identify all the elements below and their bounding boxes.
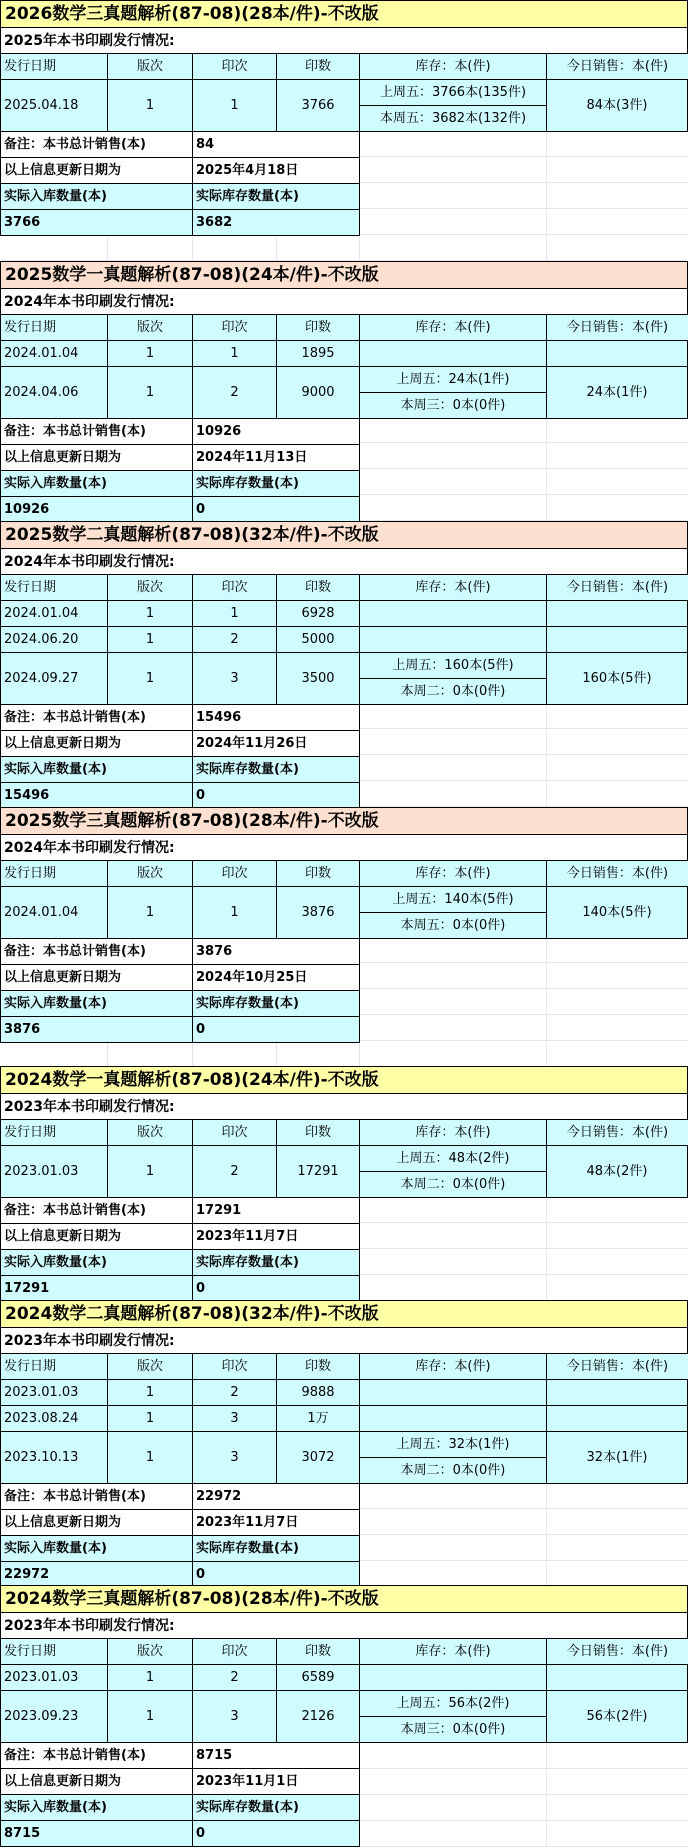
updated-label: 以上信息更新日期为 bbox=[0, 1509, 193, 1536]
updated-label: 以上信息更新日期为 bbox=[0, 964, 193, 991]
cell-date: 2023.01.03 bbox=[0, 1379, 108, 1406]
cell-sales bbox=[546, 340, 688, 367]
header-sales: 今日销售：本(件) bbox=[546, 574, 688, 601]
cell-printing: 3 bbox=[192, 1690, 277, 1743]
cell-stock-now: 本周三：0本(0件) bbox=[359, 392, 547, 419]
stockqty-label: 实际库存数量(本) bbox=[192, 1249, 360, 1276]
header-stock: 库存：本(件) bbox=[359, 1353, 547, 1380]
cell-printing: 2 bbox=[192, 366, 277, 419]
header-stock: 库存：本(件) bbox=[359, 314, 547, 341]
section-intro: 2023年本书印刷发行情况: bbox=[0, 1093, 688, 1120]
header-date: 发行日期 bbox=[0, 1119, 108, 1146]
cell-edition: 1 bbox=[107, 340, 193, 367]
inbound-label: 实际入库数量(本) bbox=[0, 990, 193, 1017]
cell-sales: 48本(2件) bbox=[546, 1145, 688, 1198]
header-sales: 今日销售：本(件) bbox=[546, 53, 688, 80]
cell-date: 2024.04.06 bbox=[0, 366, 108, 419]
header-date: 发行日期 bbox=[0, 1353, 108, 1380]
header-stock: 库存：本(件) bbox=[359, 53, 547, 80]
cell-edition: 1 bbox=[107, 366, 193, 419]
cell-stock-now: 本周三：0本(0件) bbox=[359, 1716, 547, 1743]
section-title: 2026数学三真题解析(87-08)(28本/件)-不改版 bbox=[0, 0, 688, 28]
header-edition: 版次 bbox=[107, 1119, 193, 1146]
header-stock: 库存：本(件) bbox=[359, 574, 547, 601]
cell-date: 2024.01.04 bbox=[0, 600, 108, 627]
cell-date: 2024.01.04 bbox=[0, 340, 108, 367]
cell-sales: 160本(5件) bbox=[546, 652, 688, 705]
cell-date: 2024.09.27 bbox=[0, 652, 108, 705]
stockqty-value: 0 bbox=[192, 1016, 360, 1043]
cell-copies: 2126 bbox=[276, 1690, 360, 1743]
header-printing: 印次 bbox=[192, 53, 277, 80]
inbound-value: 17291 bbox=[0, 1275, 193, 1302]
section-title: 2025数学二真题解析(87-08)(32本/件)-不改版 bbox=[0, 521, 688, 549]
section-title: 2024数学二真题解析(87-08)(32本/件)-不改版 bbox=[0, 1300, 688, 1328]
cell-stock-now: 本周二：0本(0件) bbox=[359, 678, 547, 705]
cell-copies: 3072 bbox=[276, 1431, 360, 1484]
cell-stock-now: 本周二：0本(0件) bbox=[359, 1171, 547, 1198]
stockqty-label: 实际库存数量(本) bbox=[192, 1794, 360, 1821]
updated-label: 以上信息更新日期为 bbox=[0, 1223, 193, 1250]
total-value: 17291 bbox=[192, 1197, 360, 1224]
section-title: 2025数学三真题解析(87-08)(28本/件)-不改版 bbox=[0, 807, 688, 835]
header-printing: 印次 bbox=[192, 1119, 277, 1146]
inbound-value: 8715 bbox=[0, 1820, 193, 1847]
header-printing: 印次 bbox=[192, 314, 277, 341]
cell-edition: 1 bbox=[107, 79, 193, 132]
cell-printing: 2 bbox=[192, 626, 277, 653]
inbound-label: 实际入库数量(本) bbox=[0, 1794, 193, 1821]
cell-sales: 84本(3件) bbox=[546, 79, 688, 132]
cell-copies: 6589 bbox=[276, 1664, 360, 1691]
cell-stock bbox=[359, 1405, 547, 1432]
cell-date: 2024.01.04 bbox=[0, 886, 108, 939]
section-intro: 2025年本书印刷发行情况: bbox=[0, 27, 688, 54]
inbound-value: 15496 bbox=[0, 782, 193, 809]
cell-date: 2023.09.23 bbox=[0, 1690, 108, 1743]
updated-value: 2024年11月13日 bbox=[192, 444, 360, 471]
inbound-value: 3766 bbox=[0, 209, 193, 236]
total-label: 备注：本书总计销售(本) bbox=[0, 704, 193, 731]
header-stock: 库存：本(件) bbox=[359, 1119, 547, 1146]
total-label: 备注：本书总计销售(本) bbox=[0, 938, 193, 965]
header-stock: 库存：本(件) bbox=[359, 860, 547, 887]
header-printing: 印次 bbox=[192, 860, 277, 887]
cell-edition: 1 bbox=[107, 886, 193, 939]
cell-stock-now: 本周二：0本(0件) bbox=[359, 1457, 547, 1484]
section-intro: 2023年本书印刷发行情况: bbox=[0, 1327, 688, 1354]
cell-edition: 1 bbox=[107, 1379, 193, 1406]
cell-printing: 3 bbox=[192, 652, 277, 705]
inbound-value: 3876 bbox=[0, 1016, 193, 1043]
inbound-label: 实际入库数量(本) bbox=[0, 1249, 193, 1276]
header-stock: 库存：本(件) bbox=[359, 1638, 547, 1665]
updated-value: 2025年4月18日 bbox=[192, 157, 360, 184]
cell-stock-now: 本周五：0本(0件) bbox=[359, 912, 547, 939]
stockqty-value: 0 bbox=[192, 1820, 360, 1847]
cell-stock bbox=[359, 626, 547, 653]
cell-printing: 1 bbox=[192, 79, 277, 132]
cell-sales bbox=[546, 1379, 688, 1406]
header-copies: 印数 bbox=[276, 1638, 360, 1665]
inbound-label: 实际入库数量(本) bbox=[0, 1535, 193, 1562]
header-date: 发行日期 bbox=[0, 1638, 108, 1665]
cell-printing: 2 bbox=[192, 1379, 277, 1406]
header-edition: 版次 bbox=[107, 1353, 193, 1380]
cell-stock-prev: 上周五：56本(2件) bbox=[359, 1690, 547, 1717]
header-printing: 印次 bbox=[192, 1638, 277, 1665]
cell-sales: 140本(5件) bbox=[546, 886, 688, 939]
section-title: 2025数学一真题解析(87-08)(24本/件)-不改版 bbox=[0, 261, 688, 289]
cell-stock bbox=[359, 600, 547, 627]
cell-edition: 1 bbox=[107, 652, 193, 705]
cell-printing: 1 bbox=[192, 600, 277, 627]
header-copies: 印数 bbox=[276, 1119, 360, 1146]
header-edition: 版次 bbox=[107, 1638, 193, 1665]
stockqty-label: 实际库存数量(本) bbox=[192, 990, 360, 1017]
header-printing: 印次 bbox=[192, 1353, 277, 1380]
cell-date: 2024.06.20 bbox=[0, 626, 108, 653]
updated-label: 以上信息更新日期为 bbox=[0, 444, 193, 471]
header-edition: 版次 bbox=[107, 860, 193, 887]
header-date: 发行日期 bbox=[0, 314, 108, 341]
cell-copies: 17291 bbox=[276, 1145, 360, 1198]
cell-stock bbox=[359, 1379, 547, 1406]
cell-copies: 3500 bbox=[276, 652, 360, 705]
header-sales: 今日销售：本(件) bbox=[546, 1119, 688, 1146]
header-copies: 印数 bbox=[276, 860, 360, 887]
header-edition: 版次 bbox=[107, 574, 193, 601]
cell-stock bbox=[359, 340, 547, 367]
stockqty-label: 实际库存数量(本) bbox=[192, 1535, 360, 1562]
header-sales: 今日销售：本(件) bbox=[546, 1353, 688, 1380]
inbound-label: 实际入库数量(本) bbox=[0, 470, 193, 497]
header-sales: 今日销售：本(件) bbox=[546, 860, 688, 887]
cell-stock-prev: 上周五：32本(1件) bbox=[359, 1431, 547, 1458]
section-title: 2024数学一真题解析(87-08)(24本/件)-不改版 bbox=[0, 1066, 688, 1094]
cell-stock-prev: 上周五：48本(2件) bbox=[359, 1145, 547, 1172]
cell-sales bbox=[546, 626, 688, 653]
inbound-value: 22972 bbox=[0, 1561, 193, 1588]
updated-value: 2023年11月7日 bbox=[192, 1223, 360, 1250]
cell-printing: 2 bbox=[192, 1664, 277, 1691]
cell-edition: 1 bbox=[107, 600, 193, 627]
cell-copies: 3766 bbox=[276, 79, 360, 132]
updated-value: 2023年11月7日 bbox=[192, 1509, 360, 1536]
stockqty-value: 0 bbox=[192, 1561, 360, 1588]
header-copies: 印数 bbox=[276, 314, 360, 341]
cell-edition: 1 bbox=[107, 1690, 193, 1743]
total-value: 15496 bbox=[192, 704, 360, 731]
section-intro: 2024年本书印刷发行情况: bbox=[0, 834, 688, 861]
total-label: 备注：本书总计销售(本) bbox=[0, 418, 193, 445]
header-sales: 今日销售：本(件) bbox=[546, 314, 688, 341]
cell-printing: 1 bbox=[192, 886, 277, 939]
stockqty-label: 实际库存数量(本) bbox=[192, 183, 360, 210]
header-edition: 版次 bbox=[107, 314, 193, 341]
total-value: 3876 bbox=[192, 938, 360, 965]
header-copies: 印数 bbox=[276, 53, 360, 80]
cell-date: 2025.04.18 bbox=[0, 79, 108, 132]
total-label: 备注：本书总计销售(本) bbox=[0, 1742, 193, 1769]
cell-sales bbox=[546, 1405, 688, 1432]
updated-value: 2023年11月1日 bbox=[192, 1768, 360, 1795]
header-copies: 印数 bbox=[276, 1353, 360, 1380]
updated-label: 以上信息更新日期为 bbox=[0, 1768, 193, 1795]
cell-sales: 32本(1件) bbox=[546, 1431, 688, 1484]
cell-sales bbox=[546, 1664, 688, 1691]
header-date: 发行日期 bbox=[0, 53, 108, 80]
stockqty-value: 0 bbox=[192, 1275, 360, 1302]
section-intro: 2023年本书印刷发行情况: bbox=[0, 1612, 688, 1639]
cell-sales: 56本(2件) bbox=[546, 1690, 688, 1743]
cell-printing: 3 bbox=[192, 1431, 277, 1484]
stockqty-value: 0 bbox=[192, 496, 360, 523]
cell-edition: 1 bbox=[107, 1664, 193, 1691]
section-intro: 2024年本书印刷发行情况: bbox=[0, 548, 688, 575]
cell-copies: 1895 bbox=[276, 340, 360, 367]
total-label: 备注：本书总计销售(本) bbox=[0, 131, 193, 158]
total-value: 8715 bbox=[192, 1742, 360, 1769]
cell-date: 2023.08.24 bbox=[0, 1405, 108, 1432]
cell-copies: 3876 bbox=[276, 886, 360, 939]
header-copies: 印数 bbox=[276, 574, 360, 601]
cell-date: 2023.01.03 bbox=[0, 1145, 108, 1198]
cell-stock bbox=[359, 1664, 547, 1691]
header-date: 发行日期 bbox=[0, 574, 108, 601]
cell-printing: 1 bbox=[192, 340, 277, 367]
header-printing: 印次 bbox=[192, 574, 277, 601]
cell-printing: 2 bbox=[192, 1145, 277, 1198]
header-edition: 版次 bbox=[107, 53, 193, 80]
cell-edition: 1 bbox=[107, 626, 193, 653]
cell-copies: 5000 bbox=[276, 626, 360, 653]
total-value: 84 bbox=[192, 131, 360, 158]
section-title: 2024数学三真题解析(87-08)(28本/件)-不改版 bbox=[0, 1585, 688, 1613]
cell-stock-now: 本周五：3682本(132件) bbox=[359, 105, 547, 132]
cell-copies: 9000 bbox=[276, 366, 360, 419]
cell-sales bbox=[546, 600, 688, 627]
cell-date: 2023.10.13 bbox=[0, 1431, 108, 1484]
header-sales: 今日销售：本(件) bbox=[546, 1638, 688, 1665]
cell-edition: 1 bbox=[107, 1405, 193, 1432]
updated-label: 以上信息更新日期为 bbox=[0, 157, 193, 184]
cell-stock-prev: 上周五：160本(5件) bbox=[359, 652, 547, 679]
stockqty-value: 0 bbox=[192, 782, 360, 809]
updated-label: 以上信息更新日期为 bbox=[0, 730, 193, 757]
cell-stock-prev: 上周五：140本(5件) bbox=[359, 886, 547, 913]
stockqty-label: 实际库存数量(本) bbox=[192, 470, 360, 497]
cell-sales: 24本(1件) bbox=[546, 366, 688, 419]
total-label: 备注：本书总计销售(本) bbox=[0, 1197, 193, 1224]
updated-value: 2024年10月25日 bbox=[192, 964, 360, 991]
inbound-label: 实际入库数量(本) bbox=[0, 183, 193, 210]
total-label: 备注：本书总计销售(本) bbox=[0, 1483, 193, 1510]
section-intro: 2024年本书印刷发行情况: bbox=[0, 288, 688, 315]
inbound-label: 实际入库数量(本) bbox=[0, 756, 193, 783]
cell-stock-prev: 上周五：3766本(135件) bbox=[359, 79, 547, 106]
inbound-value: 10926 bbox=[0, 496, 193, 523]
stockqty-label: 实际库存数量(本) bbox=[192, 756, 360, 783]
cell-edition: 1 bbox=[107, 1145, 193, 1198]
cell-copies: 6928 bbox=[276, 600, 360, 627]
stockqty-value: 3682 bbox=[192, 209, 360, 236]
total-value: 22972 bbox=[192, 1483, 360, 1510]
cell-copies: 1万 bbox=[276, 1405, 360, 1432]
cell-copies: 9888 bbox=[276, 1379, 360, 1406]
cell-stock-prev: 上周五：24本(1件) bbox=[359, 366, 547, 393]
total-value: 10926 bbox=[192, 418, 360, 445]
cell-date: 2023.01.03 bbox=[0, 1664, 108, 1691]
cell-printing: 3 bbox=[192, 1405, 277, 1432]
cell-edition: 1 bbox=[107, 1431, 193, 1484]
updated-value: 2024年11月26日 bbox=[192, 730, 360, 757]
header-date: 发行日期 bbox=[0, 860, 108, 887]
